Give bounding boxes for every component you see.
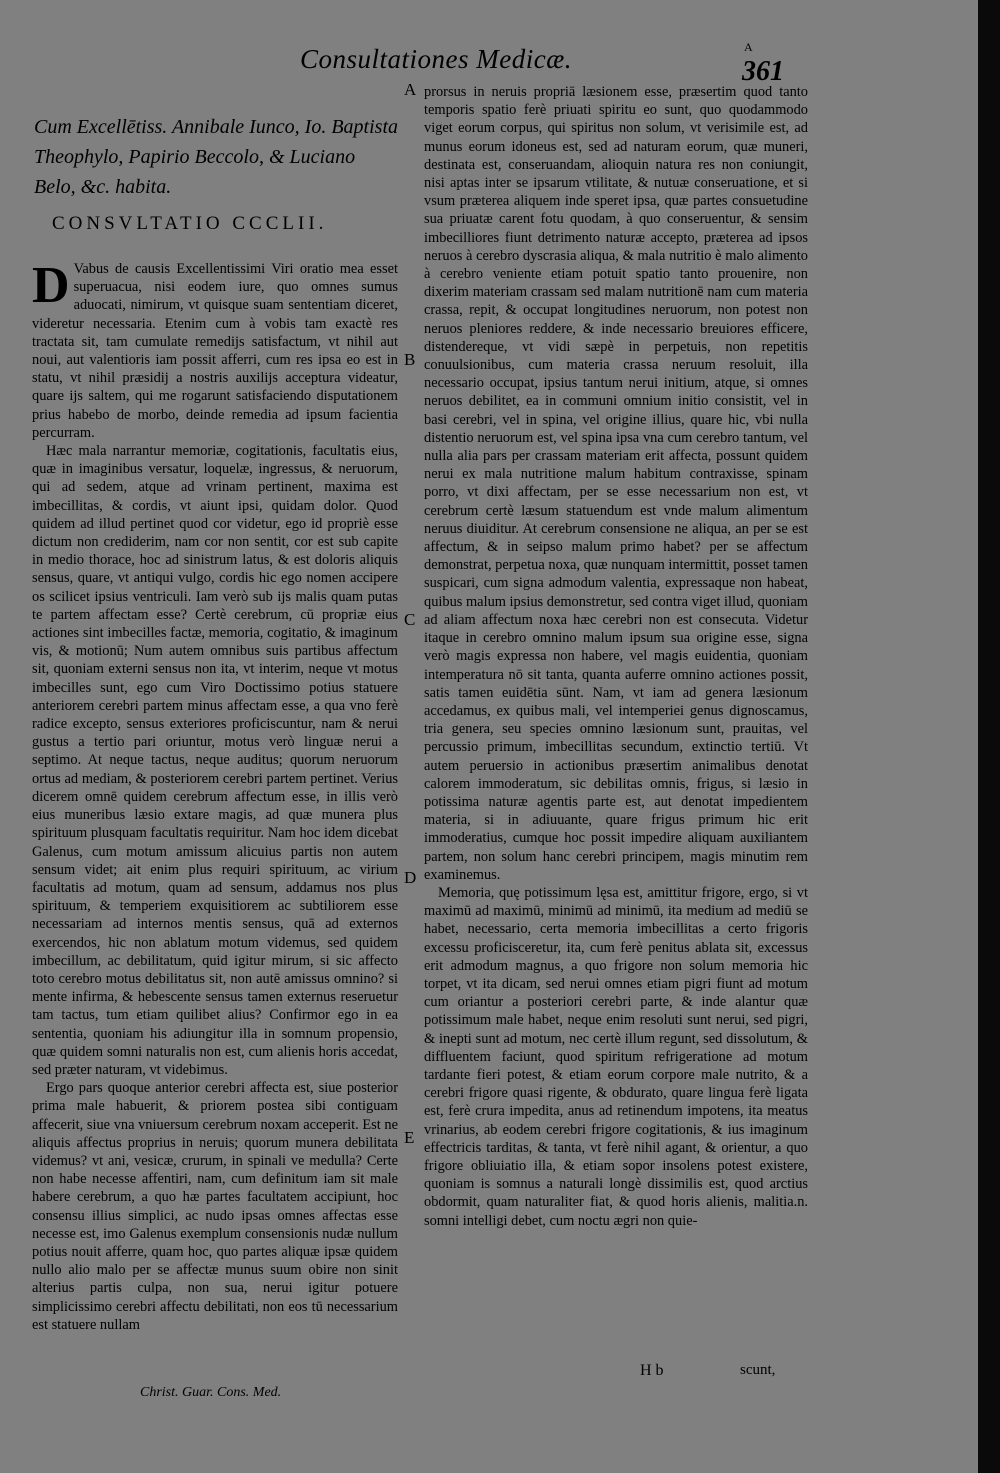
- margin-letter-e: E: [404, 1128, 415, 1147]
- drop-capital: D: [32, 257, 70, 314]
- heading-line: Cum Excellētiss. Annibale Iunco, Io. Baptista: [34, 116, 399, 138]
- right-column: [424, 83, 808, 1230]
- consultatio-number: CONSVLTATIO CCCLII.: [52, 213, 328, 234]
- heading-line: Theophylo, Papirio Beccolo, & Luciano: [34, 146, 356, 168]
- folio-mark: A: [744, 40, 753, 54]
- left-column: [32, 257, 398, 1334]
- paragraph: [32, 257, 398, 442]
- signature-mark: H b: [640, 1362, 664, 1379]
- catchword: scunt,: [740, 1362, 776, 1378]
- page-number: 361: [742, 56, 784, 87]
- heading-line: Belo, &c. habita.: [34, 176, 172, 198]
- margin-letter-b: B: [404, 350, 416, 369]
- paragraph: Hæc mala narrantur memoriæ, cogitationis, facultatis eius, quæ in imaginibus versatur, loquelæ, ingressus, & neruorum, qui ad sedem, atque ad vrinam pertinent, maxima est imbecillitas, & cordis, vt aiunt ipsi, quidam dolor. Quod quidem ad illud pertinet quod cor videtur, ego id propriè esse dictum non crediderim, nam cor non sentit, cor est sub capite in medio thorace, hoc ad sinistrum latus, & est doloris aliquis sensus, quare, vt antiqui vulgo, cordis hic ego nomen accipere os scilicet ipsius ventriculi. Iam verò sub ijs malis quam putas te partem affectam esse? Certè cerebrum, cū propriæ eius actiones sint imbecilles factæ, memoria, cogitatio, & imaginum vis, & motionū; Num autem omnibus suis partibus affectum sit, quoniam externi sensus non ita, vt interim, neque vt motus imbecilles sunt, ego cum Viro Doctissimo potius statuere anteriorem cerebri partem minus affectam esse, a qua vno ferè radice excepto, sensus exteriores proficiscuntur, nam & nerui gustus a tertio pari oriuntur, motus verò linguæ nerui a septimo. At neque tactus, neque auditus; quorum neruorum ortus ad mediam, & posteriorem cerebri partem pertinet. Verius dicerem omnē quidem cerebrum affectum esse, in illis verò eius muneribus læsio extare magis, ad quæ munera plus spirituum plusquam facultatis requiritur. Nam hoc idem dicebat Galenus, cum motum amissum alicuius partis non autem sensum videt; ait enim plus requiri spirituum, ac virium facultatis ad motum, quam ad sensum, addamus nos plus spirituum, & temperiem exquisitiorem ac subtiliorem esse necessariam ad internos mentis sensus, quā ad externos exercendos, hic non ablatum motum videmus, sed quidem imbecillum, ac debilitatum, quid igitur mirum, si sic affecto toto cerebro motus debilitatus sit, non autē amissus omnino? si mente infirma, & hebescente sensus tamen externus reseruetur tam tactus, tum etiam quilibet alius? Confirmor ego in ea sententia, quoniam his adiungitur illa in somnum propensio, quæ quidem somni naturalis non est, cum alienis horis accedat, sed præter naturam, vt videbimus.: [32, 443, 398, 1078]
- margin-letter-d: D: [404, 868, 417, 887]
- paragraph: prorsus in neruis propriā læsionem esse, præsertim quod tanto temporis spatio ferè priuati spiritu eo sunt, quo quodammodo viget eorum corpus, qui spiritus non solum, vt verisimile est, ad munus eorum idoneus est, sed ad naturam eorum, quæ muneri, destinata est, conseruandam, alioquin natura res non coniungit, nisi aptas inter se ipsarum vtilitate, & nutuæ conseruatione, et si vsum præterea aliquem inde speret ipsa, quæ partes consuetudine sua priuatæ carent fotu quodam, à quo conseruentur, & sensim imbecilliores fiunt detrimento naturæ accepto, præterea ad ipsos neruos à cerebro dyscrasia aliqua, & mala nutritio è malo alimento à cerebro veniente etiam potuit spatio tanto prouenire, non dixerim materiam crassam sed malam nutritionē nam cum materia crassa, repit, & occupat longitudines neruorum, non potest non neruos pleniores reddere, & inde necessario breuiores efficere, distendereque, vt vidi sæpè in perpetuis, non repetitis conuulsionibus, cum materia crassa neruum resoluit, illa necessario occupat, ipsius tantum nerui initium, atque, si omnes neruos debilitet, ea in communi omnium initio consistit, vel in basi cerebri, vel in spina, vel origine illius, quare hic, vbi nulla distentio neruorum est, vel spina ipsa vna cum cerebro tantum, vel nulla alia pars per crassam materiam erit affecta, possunt quidem nerui ex mala nutritione malum habitum contraxisse, spinam porro, vt dixi affectam, per se esse necessarium non est, vt cerebrum certè læsum statuendum est vnde malum alimentum neruus diuiditur. At cerebrum consensione ne aliqua, an per se est affectum, & in seipso malum primo habet? per se affectum demonstrat, perpetua noxa, quæ nunquam intermittit, posset tamen suspicari, cum signa admodum valentia, expressaque non habeat, quibus malum ipsius demonstretur, sed contra viget illud, quoniam ad aliam affectum noxa hæc cerebri non est consecuta. Videtur itaque in cerebro omnino malum ipsum sua origine esse, signa verò magis expressa non habere, vel magis euidentia, quoniam intemperatura nō sit tanta, quanta auferre omnino actiones possit, satis tamen euidētia sūnt. Nam, vt iam ad genera læsionum accedamus, ex quibus mali, vel intemperiei genus dignoscamus, tria genera, seu species omnino læsionum sunt, prauitas, vel percussio primum, imbecillitas secundum, extinctio tertiū. Vt autem peruersio in actionibus præsertim animalibus denotat calorem immoderatum, sic debilitas omnis, frigus, si læsio in potissima naturæ agentis parte est, aut denotat impedientem materia, si in adiuuante, quare frigus primum hic erit immoderatius, cumque hoc possit impedire aliquam auxiliantem partem, non solum hanc cerebri principem, magis minutim rem examinemus.: [424, 84, 808, 883]
- consultation-heading: [34, 112, 404, 202]
- paragraph-text: Vabus de causis Excellentissimi Viri oratio mea esset superuacua, nisi eodem iure, quo omnes sumus aduocati, nimirum, vt quisque suam sententiam diceret, videretur necessaria. Etenim cum à vobis tam exactè res tractata sit, tam cumulate remedijs satisfactum, vt nihil aut noui, aut valentioris iam possit afferri, cum res ipsa eo est in statu, vt nihil præsidij a nostris auxilijs acceptura videatur, quare ijs saltem, qui me rogarunt satisfaciendo disputationem prius habebo de morbo, deinde remedia ad ipsum facientia percurram.: [32, 261, 398, 441]
- running-title: Consultationes Medicæ.: [300, 44, 572, 74]
- margin-letter-c: C: [404, 610, 416, 629]
- paragraph: Ergo pars quoque anterior cerebri affecta est, siue posterior prima male habuerit, & priorem postea sibi contiguam affecerit, siue vna vniuersum cerebrum noxam acceperit. Est ne aliquis affectus proprius in neruis; quorum munera debilitata videmus? vt ani, vesicæ, crurum, in spinali ve medulla? Certe non habe necesse affentiri, nam, cum definitum iam sit male habere cerebrum, a quo hæ partes facultatem accipiunt, hoc consensu illius simplici, ac nudo ipsas omnes affectas esse necesse est, imo Galenus exemplum consensionis nudæ nullum potius nouit afferre, quam hoc, quo partes aliquæ ipsæ quidem nullo alio malo per se affectæ munus suum obire non sinit alterius partis culpa, non sua, nerui igitur potuere simplicissimo cerebri affectu debilitati, non eos tū necessarium est statuere nullam: [32, 1080, 398, 1333]
- page-edge-shadow: [978, 0, 1000, 1473]
- paragraph: Memoria, quę potissimum lęsa est, amittitur frigore, ergo, si vt maximū ad maximū, minimū ad minimū, ita medium ad mediū se habet, necessario, certa memoria imbecillitas a certo frigoris excessu proficisceretur, ita, cum ferè penitus ablata sit, excessus erit admodum magnus, a quo frigore non solum memoria hic torpet, vt ita dicam, sed nerui omnes etiam pigri fiunt ad motum cum oriantur a posteriori cerebri parte, & inde alantur quæ potissimum male habet, neque enim resoluti sunt nerui, sed pigri, & inepti sunt ad motum, nec certè illum regunt, sed dissolutum, & diffluentem faciunt, quod spiritum refrigeratione ad motum tardante fieri potest, & etiam eorum corpore male nutrito, & a cerebri frigore quasi rigente, & obdurato, quare lingua ferè ligata est, ferè crura impedita, anus ad retinendum impotens, ita meatus vrinarius, ab eodem cerebri frigore cogitationis, & ius imaginum effectricis tarditas, & tanta, vt ferè nihil agant, & orientur, a quo frigore obliuiatio illa, & etiam sopor insolens potest existere, quoniam is somnus a naturali longè dissimilis est, quod arctius obdormit, quam naturaliter fiat, & quod horis alienis, malitia.n. somni intelligi debet, cum noctu ægri non quie-: [424, 884, 808, 1229]
- margin-letter-a: A: [404, 80, 417, 99]
- footer-note: Christ. Guar. Cons. Med.: [140, 1385, 282, 1400]
